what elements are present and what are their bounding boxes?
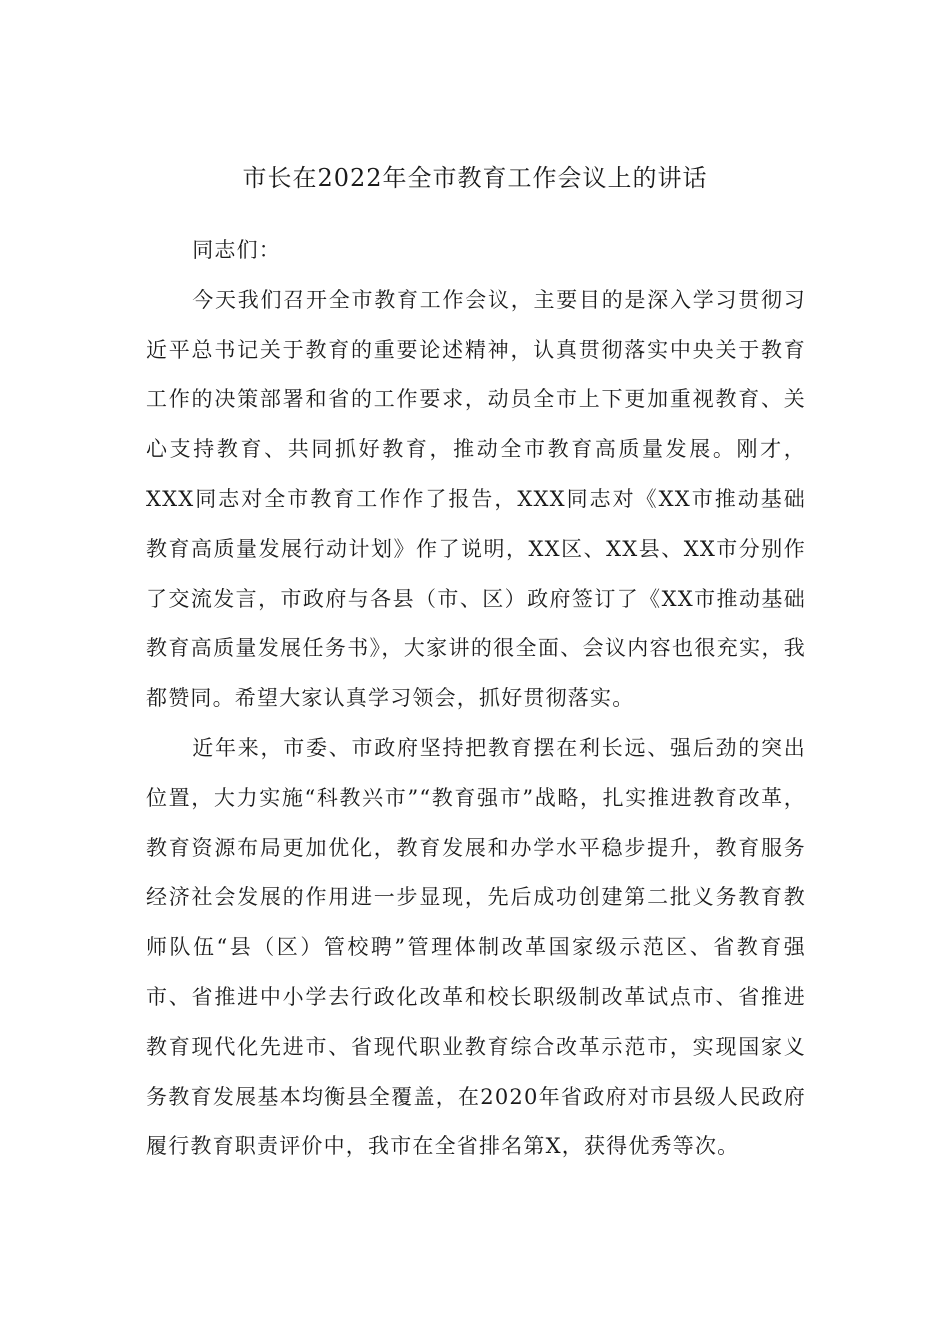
paragraph-achievements: 近年来，市委、市政府坚持把教育摆在利长远、强后劲的突出位置，大力实施“科教兴市”“教育强市”战略，扎实推进教育改革，教育资源布局更加优化，教育发展和办学水平稳步提升，教育服务经济社会发展的作用进一步显现，先后成功创建第二批义务教育教师队伍“县（区）管校聘”管理体制改革国家级示范区、省教育强市、省推进中小学去行政化改革和校长职级制改革试点市、省推进教育现代化先进市、省现代职业教育综合改革示范市，实现国家义务教育发展基本均衡县全覆盖，在2020年省政府对市县级人民政府履行教育职责评价中，我市在全省排名第X，获得优秀等次。 — [146, 735, 806, 1159]
salutation: 同志们： — [192, 238, 281, 262]
document-title: 市长在2022年全市教育工作会议上的讲话 — [242, 164, 708, 192]
paragraph-intro: 今天我们召开全市教育工作会议，主要目的是深入学习贯彻习近平总书记关于教育的重要论述精神，认真贯彻落实中央关于教育工作的决策部署和省的工作要求，动员全市上下更加重视教育、关心支持教育、共同抓好教育，推动全市教育高质量发展。刚才，XXX同志对全市教育工作作了报告，XXX同志对《XX市推动基础教育高质量发展行动计划》作了说明，XX区、XX县、XX市分别作了交流发言，市政府与各县（市、区）政府签订了《XX市推动基础教育高质量发展任务书》，大家讲的很全面、会议内容也很充实，我都赞同。希望大家认真学习领会，抓好贯彻落实。 — [146, 287, 806, 711]
document-body — [146, 226, 806, 1172]
